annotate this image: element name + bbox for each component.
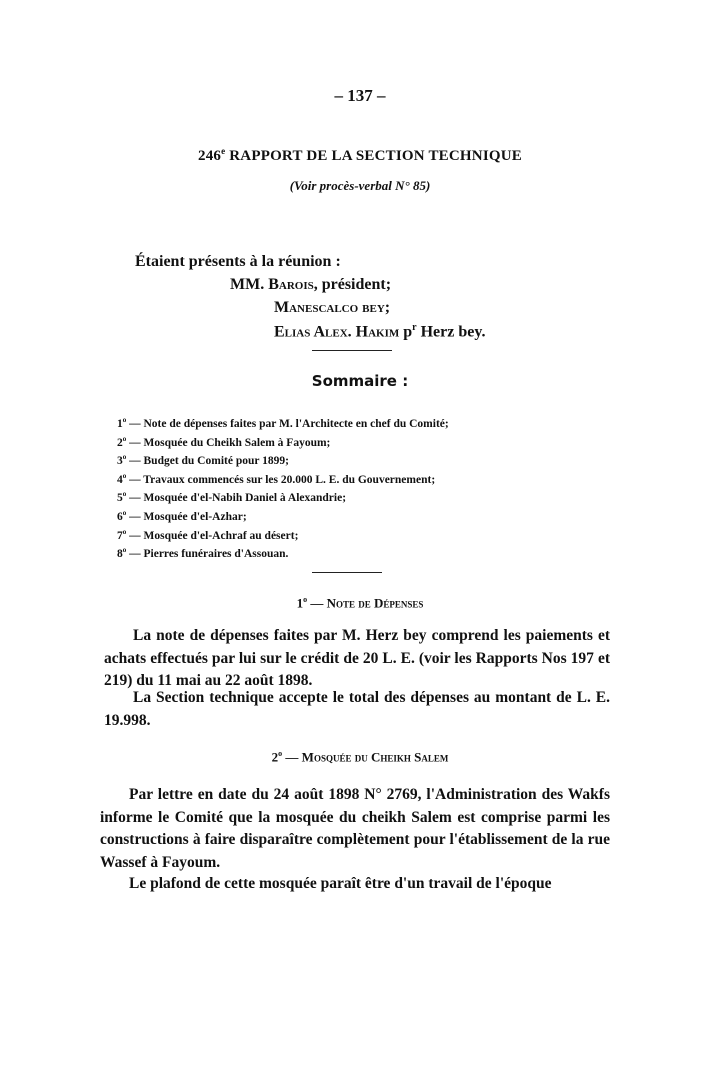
- item-number-sup: o: [122, 453, 127, 462]
- summary-item: [117, 448, 449, 467]
- page-number: – 137 –: [334, 86, 386, 105]
- member-manescalco: [274, 299, 390, 317]
- item-number: 8: [117, 547, 123, 560]
- section-title: Note de Dépenses: [326, 595, 424, 611]
- member-suffix-pre: p: [399, 323, 413, 341]
- summary-item: [117, 504, 449, 523]
- item-number-sup: o: [122, 508, 127, 517]
- item-number-sup: o: [122, 416, 127, 424]
- section-number-sup: o: [303, 595, 308, 604]
- divider: [312, 350, 392, 351]
- paragraph: La note de dépenses faites par M. Herz bey comprend les paiements et achats effectués par lui sur le crédit de 20 L. E. (voir les Rapports Nos 197 et 219) du 11 mai au 22 août 1898.: [104, 627, 610, 689]
- member-name: Barois: [268, 276, 314, 293]
- item-text: — Mosquée d'el-Nabih Daniel à Alexandrie;: [126, 492, 347, 505]
- summary-item: [117, 467, 449, 486]
- summary-item: [117, 411, 449, 430]
- report-title: [0, 146, 720, 165]
- member-suffix: ;: [384, 299, 391, 316]
- paragraph: Le plafond de cette mosquée paraît être d'un travail de l'époque: [129, 875, 552, 892]
- report-subtitle: (Voir procès-verbal N° 85): [289, 178, 431, 193]
- item-number: 1: [117, 417, 123, 430]
- member-name: Elias Alex. Hakim: [274, 323, 400, 341]
- section-title: Mosquée du Cheikh Salem: [301, 749, 449, 765]
- member-suffix: Herz bey.: [416, 323, 486, 341]
- item-text: — Mosquée d'el-Azhar;: [126, 510, 247, 523]
- summary-list: [117, 411, 449, 560]
- section-dash: —: [307, 595, 327, 611]
- item-number: 3: [117, 455, 123, 468]
- item-number: 4: [117, 473, 123, 486]
- summary-heading: Sommaire :: [311, 372, 409, 390]
- item-text: — Mosquée du Cheikh Salem à Fayoum;: [126, 436, 331, 449]
- member-barois: [230, 276, 391, 294]
- item-number-sup: o: [122, 471, 127, 480]
- item-number-sup: o: [122, 434, 127, 443]
- paragraph: Par lettre en date du 24 août 1898 N° 2769, l'Administration des Wakfs informe le Comité que la mosquée du cheikh Salem est comprise parmi les constructions à faire disparaître complètement pour l'établissement de la rue Wassef à Fayoum.: [100, 786, 610, 871]
- item-number: 5: [117, 492, 123, 505]
- item-text: — Pierres funéraires d'Assouan.: [126, 547, 289, 560]
- item-number-sup: o: [122, 527, 127, 536]
- summary-item: [117, 541, 449, 560]
- member-hakim: [274, 322, 485, 341]
- section-heading-depenses: [0, 595, 720, 611]
- member-suffix: , président;: [313, 276, 392, 293]
- report-ordinal-suffix: e: [221, 146, 226, 156]
- item-number: 7: [117, 529, 123, 542]
- summary-item: [117, 523, 449, 542]
- section-number: 1: [296, 595, 304, 611]
- item-number-sup: o: [122, 546, 127, 555]
- section-heading-mosquee: [0, 749, 720, 765]
- item-number: 6: [117, 510, 123, 523]
- section-dash: —: [282, 749, 302, 765]
- divider: [312, 572, 382, 573]
- item-text: — Mosquée d'el-Achraf au désert;: [126, 529, 299, 542]
- paragraph: La Section technique accepte le total des dépenses au montant de L. E. 19.998.: [104, 689, 610, 729]
- item-text: — Note de dépenses faites par M. l'Architecte en chef du Comité;: [126, 417, 449, 430]
- item-number: 2: [117, 436, 123, 449]
- member-prefix: MM.: [230, 276, 269, 293]
- section-number-sup: o: [278, 749, 283, 758]
- section-number: 2: [271, 749, 279, 765]
- item-text: — Budget du Comité pour 1899;: [126, 455, 289, 468]
- member-suffix-sup: r: [412, 322, 417, 333]
- summary-item: [117, 430, 449, 449]
- item-text: — Travaux commencés sur les 20.000 L. E. du Gouvernement;: [126, 473, 436, 486]
- report-title-text: RAPPORT DE LA SECTION TECHNIQUE: [225, 148, 522, 164]
- report-ordinal: 246: [198, 148, 222, 164]
- attendance-intro: Étaient présents à la réunion :: [135, 253, 341, 270]
- member-name: Manescalco bey: [274, 299, 385, 316]
- summary-item: [117, 485, 449, 504]
- item-number-sup: o: [122, 490, 127, 499]
